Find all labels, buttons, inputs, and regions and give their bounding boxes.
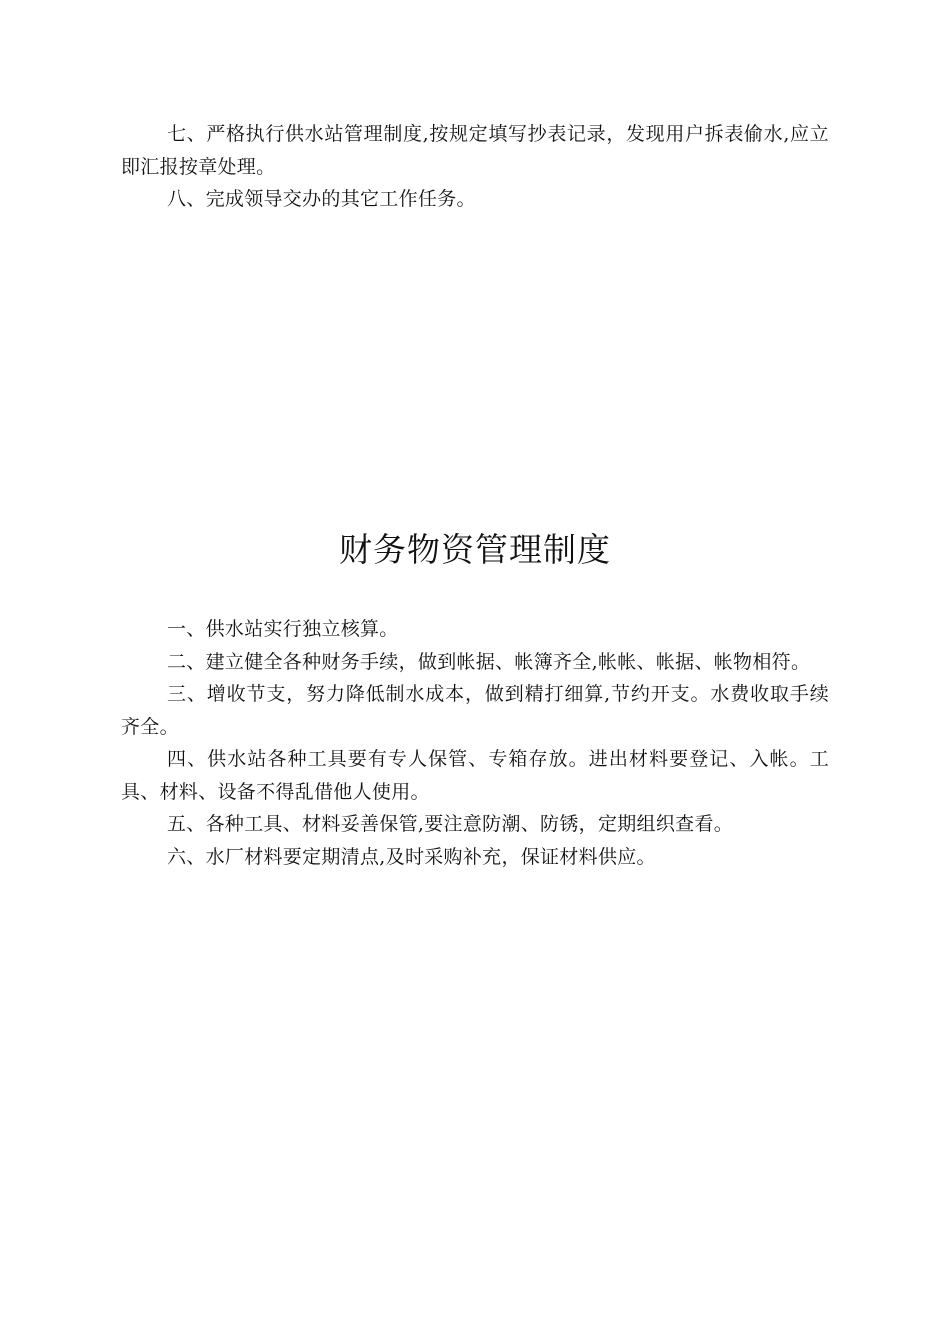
rule-item-7: 七、严格执行供水站管理制度,按规定填写抄表记录，发现用户拆表偷水,应立即汇报按章处理。 [121,123,829,178]
finance-rule-4: 四、供水站各种工具要有专人保管、专箱存放。进出材料要登记、入帐。工具、材料、设备不得乱借他人使用。 [121,748,829,803]
page-title: 财务物资管理制度 [339,530,611,569]
section-finance-rules [121,613,829,873]
finance-rule-1: 一、供水站实行独立核算。 [167,618,399,640]
finance-rule-6: 六、水厂材料要定期清点,及时采购补充，保证材料供应。 [167,845,656,868]
finance-rule-2: 二、建立健全各种财务手续，做到帐据、帐簿齐全,帐帐、帐据、帐物相符。 [167,650,811,673]
finance-rule-3: 三、增收节支，努力降低制水成本，做到精打细算,节约开支。水费收取手续齐全。 [121,683,829,738]
finance-rule-5: 五、各种工具、材料妥善保管,要注意防潮、防锈，定期组织查看。 [167,813,734,835]
rule-item-8: 八、完成领导交办的其它工作任务。 [167,188,476,210]
section-previous-rules [121,118,829,216]
